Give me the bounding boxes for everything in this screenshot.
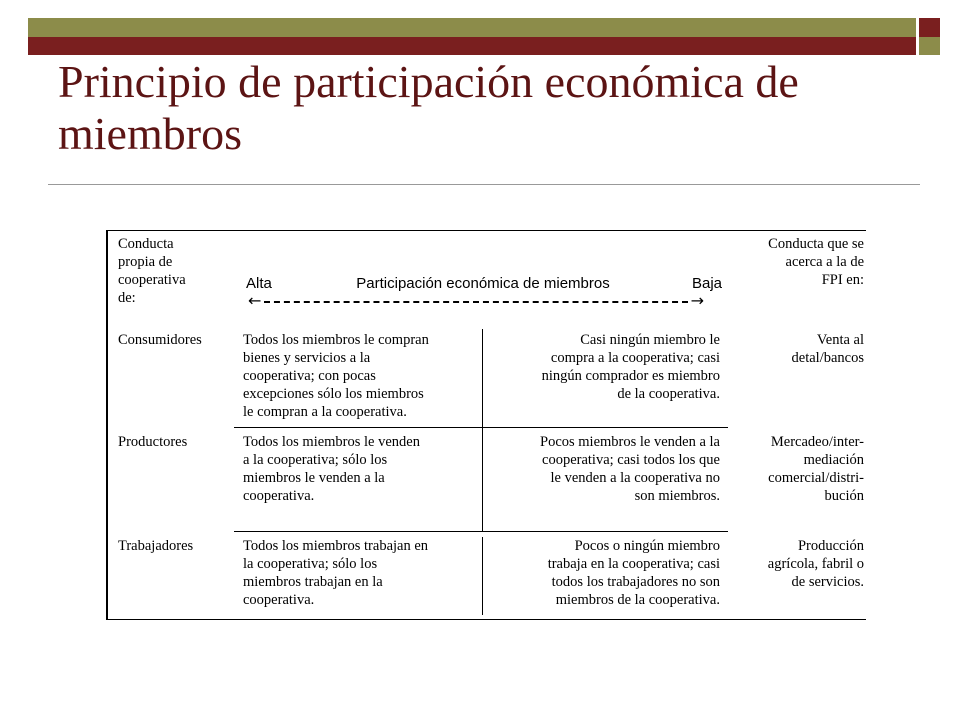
arrow-dashed-line xyxy=(264,301,688,303)
corner-square-red xyxy=(919,18,940,37)
participation-arrow xyxy=(246,291,706,310)
row-divider-2 xyxy=(234,531,728,532)
column-divider-upper xyxy=(482,329,483,531)
row-low-text: Casi ningún miembro le compra a la cooperativa; casi ningún comprador es miembro de la cooperativa. xyxy=(541,332,720,402)
column-divider-lower xyxy=(482,537,483,615)
top-bar-red xyxy=(28,37,916,55)
row-label: Consumidores xyxy=(118,332,202,348)
row-fpi-text: Producción agrícola, fabril o de servicios. xyxy=(767,538,864,590)
header-low: Baja xyxy=(692,275,723,292)
participation-table xyxy=(106,230,866,620)
slide-title: Principio de participación económica de miembros xyxy=(58,56,799,159)
row-high-text: Todos los miembros le venden a la cooperativa; sólo los miembros le venden a la cooperativa. xyxy=(243,434,420,504)
row-high-text: Todos los miembros le compran bienes y servicios a la cooperativa; con pocas excepciones sólo los miembros le compran a la cooperativa. xyxy=(243,332,429,420)
row-high-text: Todos los miembros trabajan en la cooperativa; sólo los miembros trabajan en la cooperativa. xyxy=(243,538,429,608)
row-divider-1 xyxy=(234,427,728,428)
corner-square-olive xyxy=(919,37,940,55)
arrow-right-icon: → xyxy=(690,291,704,310)
title-divider xyxy=(48,184,920,185)
row-fpi-text: Venta al detal/bancos xyxy=(791,332,864,366)
row-low-text: Pocos miembros le venden a la cooperativa; casi todos los que le venden a la cooperativa no son miembros. xyxy=(540,434,720,504)
row-label: Productores xyxy=(118,434,188,450)
top-bar-olive xyxy=(28,18,916,37)
row-label: Trabajadores xyxy=(118,538,194,554)
header-left: Conducta propia de cooperativa de: xyxy=(118,236,186,306)
header-mid: Participación económica de miembros xyxy=(356,275,610,292)
row-low-text: Pocos o ningún miembro trabaja en la cooperativa; casi todos los trabajadores no son miembros de la cooperativa. xyxy=(547,538,720,608)
header-high: Alta xyxy=(246,275,272,292)
arrow-left-icon: ← xyxy=(248,291,262,310)
row-fpi-text: Mercadeo/inter- mediación comercial/distri- bución xyxy=(768,434,864,504)
header-right: Conducta que se acerca a la de FPI en: xyxy=(768,236,864,288)
